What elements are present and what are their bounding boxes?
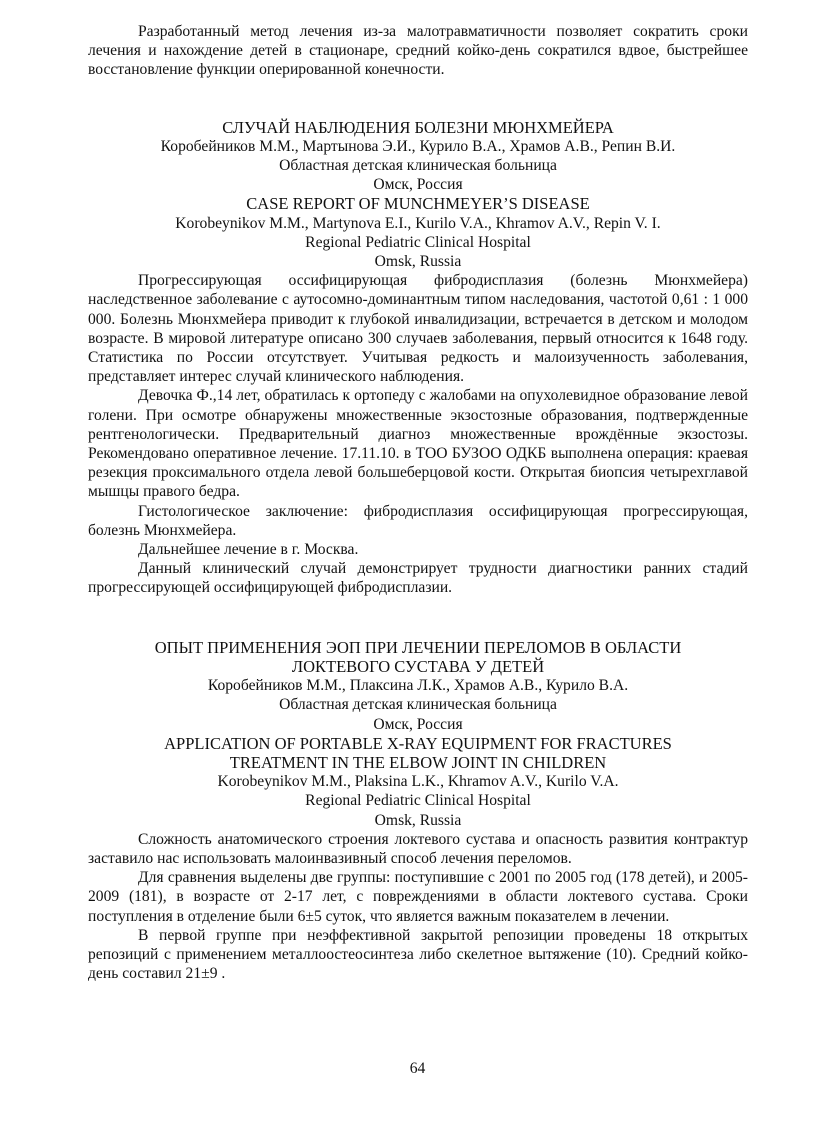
article-title-en: CASE REPORT OF MUNCHMEYER’S DISEASE [246, 194, 590, 214]
body-paragraph: Девочка Ф.,14 лет, обратилась к ортопеду с жалобами на опухолевидное образование левой голени. При осмотре обнаружены множественные экзостозные образования, подтвержденные рентгенологически. Предварительный диагноз множественные врождённые экзостозы. Рекомендовано оперативное лечение. 17.11.10. в ТОО БУЗОО ОДКБ выполнена операция: краевая резекция проксимального отдела левой большеберцовой кости. Открытая биопсия четырехглавой мышцы правого бедра. [88, 387, 748, 501]
page-number: 64 [409, 1060, 426, 1077]
article-title-ru: СЛУЧАЙ НАБЛЮДЕНИЯ БОЛЕЗНИ МЮНХМЕЙЕРА [222, 117, 614, 137]
body-paragraph: Прогрессирующая оссифицирующая фибродисплазия (болезнь Мюнхмейера) наследственное заболевание с аутосомно-доминантным типом наследования, частотой 0,61 : 1 000 000. Болезнь Мюнхмейера приводит к глубокой инвалидизации, встречается в детском и молодом возрасте. В мировой литературе описано 300 случаев заболевания, первый относится к 1648 году. Статистика по России отсутствует. Учитывая редкость и малоизученность заболевания, представляет интерес случай клинического наблюдения. [88, 272, 748, 386]
city-en: Omsk, Russia [374, 811, 462, 829]
institution-en: Regional Pediatric Clinical Hospital [305, 792, 531, 810]
institution-en: Regional Pediatric Clinical Hospital [305, 233, 531, 251]
body-paragraph: Сложность анатомического строения локтевого сустава и опасность развития контрактур заставило нас использовать малоинвазивный способ лечения переломов. [88, 830, 748, 867]
city-ru: Омск, Россия [373, 176, 463, 194]
body-paragraph: В первой группе при неэффективной закрытой репозиции проведены 18 открытых репозиций с применением металлоостеосинтеза либо скелетное вытяжение (10). Средний койко-день составил 21±9 . [88, 926, 748, 983]
authors-ru: Коробейников М.М., Мартынова Э.И., Курило В.А., Храмов А.В., Репин В.И. [160, 137, 676, 155]
article-title-en-line2: TREATMENT IN THE ELBOW JOINT IN CHILDREN [229, 752, 607, 772]
institution-ru: Областная детская клиническая больница [279, 696, 557, 714]
article-title-ru-line1: ОПЫТ ПРИМЕНЕНИЯ ЭОП ПРИ ЛЕЧЕНИИ ПЕРЕЛОМОВ В ОБЛАСТИ [154, 637, 682, 657]
intro-paragraph: Разработанный метод лечения из-за малотравматичности позволяет сократить сроки лечения и нахождение детей в стационаре, средний койко-день сократился вдвое, быстрейшее восстановление функции оперированной конечности. [88, 23, 748, 79]
body-paragraph: Данный клинический случай демонстрирует трудности диагностики ранних стадий прогрессирующей оссифицирующей фибродисплазии. [88, 560, 748, 597]
spacer [88, 80, 748, 118]
body-paragraph: Дальнейшее лечение в г. Москва. [138, 541, 359, 559]
authors-en: Korobeynikov M.M., Martynova E.I., Kurilo V.A., Khramov A.V., Repin V. I. [175, 214, 661, 232]
body-paragraph: Гистологическое заключение: фибродисплазия оссифицирующая прогрессирующая, болезнь Мюнхмейера. [88, 502, 748, 539]
body-paragraph: Для сравнения выделены две группы: поступившие с 2001 по 2005 год (178 детей), и 2005-2009 (181), в возрасте от 2-17 лет, с повреждениями в области локтевого сустава. Сроки поступления в отделение были 6±5 суток, что является важным показателем в лечении. [88, 869, 748, 925]
institution-ru: Областная детская клиническая больница [279, 157, 557, 175]
spacer [88, 598, 748, 638]
document-page [88, 22, 748, 983]
article-title-ru-line2: ЛОКТЕВОГО СУСТАВА У ДЕТЕЙ [291, 656, 545, 676]
city-ru: Омск, Россия [373, 715, 463, 733]
city-en: Omsk, Russia [374, 253, 462, 271]
article-elbow-fractures [88, 638, 748, 984]
authors-en: Korobeynikov M.M., Plaksina L.K., Khramov A.V., Kurilo V.A. [217, 773, 619, 791]
authors-ru: Коробейников М.М., Плаксина Л.К., Храмов А.В., Курило В.А. [207, 677, 629, 695]
article-title-en-line1: APPLICATION OF PORTABLE X-RAY EQUIPMENT FOR FRACTURES [164, 733, 672, 753]
article-munchmeyer [88, 118, 748, 598]
